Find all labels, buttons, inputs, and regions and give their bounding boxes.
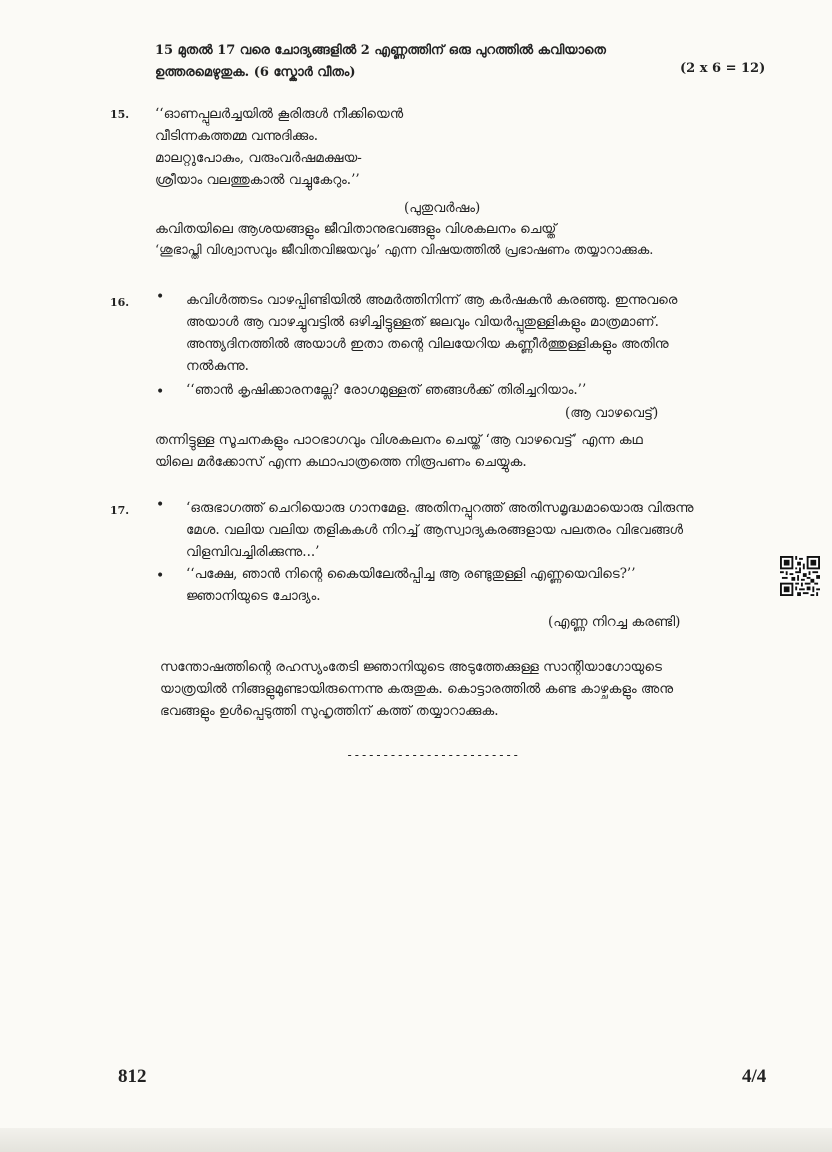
poem-line: ‘‘ഓണപ്പുലർച്ചയിൽ കൂരിരുൾ നീക്കിയെൻ	[155, 106, 404, 122]
qr-code-icon	[780, 556, 820, 596]
poem-line: വീടിന്നകത്തമ്മ വന്നുദിക്കും.	[155, 128, 319, 144]
poem-line: ശ്രീയാം വലത്തുകാൽ വച്ചുകേറും.’’	[155, 172, 360, 188]
question-16-para1	[186, 289, 776, 377]
instructions-marks: (2 x 6 = 12)	[680, 61, 766, 76]
end-divider: ------------------------	[346, 748, 520, 762]
question-15-task	[155, 218, 775, 262]
question-16-source: (ആ വാഴവെട്ട്)	[565, 405, 659, 421]
question-number-17: 17.	[110, 504, 130, 517]
para-line: വിളമ്പിവച്ചിരിക്കുന്നു...’	[186, 544, 320, 560]
question-15-poem	[155, 103, 655, 191]
question-number-15: 15.	[110, 108, 130, 121]
para-line: നൽകുന്നു.	[186, 358, 249, 374]
task-line: കവിതയിലെ ആശയങ്ങളും ജീവിതാനുഭവങ്ങളും വിശകലനം ചെയ്ത്	[155, 221, 557, 237]
instructions-line2: ഉത്തരമെഴുതുക. (6 സ്കോർ വീതം)	[155, 65, 356, 80]
question-16-quote: ‘‘ഞാൻ കൃഷിക്കാരനല്ലേ? രോഗമുള്ളത് ഞങ്ങൾക്ക് തിരിച്ചറിയാം.’’	[186, 382, 587, 398]
para-line: കവിൾത്തടം വാഴപ്പിണ്ടിയിൽ അമർത്തിനിന്ന് ആ കർഷകൻ കരഞ്ഞു. ഇന്നുവരെ	[186, 292, 678, 308]
para-line: മേശ. വലിയ വലിയ തളികകൾ നിറച്ച് ആസ്വാദ്യകരങ്ങളായ പലതരം വിഭവങ്ങൾ	[186, 522, 684, 538]
task-line: യിലെ മർക്കോസ് എന്ന കഥാപാത്രത്തെ നിരൂപണം ചെയ്യുക.	[155, 454, 527, 470]
para-line: അന്ത്യദിനത്തിൽ അയാൾ ഇതാ തന്റെ വിലയേറിയ കണ്ണീർത്തുള്ളികളും അതിനു	[186, 336, 669, 352]
para-line: ‘‘പക്ഷേ, ഞാൻ നിന്റെ കൈയിലേൽപ്പിച്ച ആ രണ്ടുതുള്ളി എണ്ണയെവിടെ?’’	[186, 566, 636, 582]
question-17-source: (എണ്ണ നിറച്ച കരണ്ടി)	[548, 614, 681, 630]
bullet: •	[156, 568, 165, 584]
task-line: ‘ശുഭാപ്തി വിശ്വാസവും ജീവിതവിജയവും’ എന്ന വിഷയത്തിൽ പ്രഭാഷണം തയ്യാറാക്കുക.	[155, 243, 654, 258]
question-17-task	[160, 656, 775, 722]
page-number: 4/4	[742, 1066, 767, 1087]
task-line: യാത്രയിൽ നിങ്ങളുമുണ്ടായിരുന്നെന്നു കരുതുക. കൊട്ടാരത്തിൽ കണ്ട കാഴ്ചകളും അനു	[160, 681, 674, 697]
instructions-line1: 15 മുതൽ 17 വരെ ചോദ്യങ്ങളിൽ 2 എണ്ണത്തിന് ഒരു പുറത്തിൽ കവിയാതെ	[155, 43, 606, 58]
bullet: •	[156, 497, 165, 513]
question-16-task	[155, 429, 775, 473]
para-line: ജ്ഞാനിയുടെ ചോദ്യം.	[186, 588, 321, 604]
task-line: തന്നിട്ടുള്ള സൂചനകളും പാഠഭാഗവും വിശകലനം ചെയ്ത് ‘ആ വാഴവെട്ട്’ എന്ന കഥ	[155, 432, 643, 448]
paper-code: 812	[118, 1066, 147, 1087]
para-line: ‘ഒരുഭാഗത്ത് ചെറിയൊരു ഗാനമേള. അതിനപ്പുറത്ത് അതിസമൃദ്ധമായൊരു വിരുന്നു	[186, 500, 694, 516]
para-line: അയാൾ ആ വാഴച്ചുവട്ടിൽ ഒഴിച്ചിട്ടുള്ളത് ജലവും വിയർപ്പുതുള്ളികളും മാത്രമാണ്.	[186, 314, 659, 330]
question-15-source: (പുതുവർഷം)	[404, 200, 481, 216]
task-line: ഭവങ്ങളും ഉൾപ്പെടുത്തി സുഹൃത്തിന് കത്ത് തയ്യാറാക്കുക.	[160, 703, 499, 719]
instructions	[155, 40, 675, 84]
question-number-16: 16.	[110, 296, 130, 309]
task-line: സന്തോഷത്തിന്റെ രഹസ്യംതേടി ജ്ഞാനിയുടെ അടുത്തേക്കുള്ള സാന്റിയാഗോയുടെ	[160, 659, 662, 675]
question-17-para1	[186, 497, 776, 563]
poem-line: മാലറ്റുപോകും, വരുംവർഷമക്ഷയ-	[155, 150, 362, 166]
question-17-para2	[186, 563, 776, 607]
bullet: •	[156, 289, 165, 305]
bullet: •	[156, 384, 165, 400]
page-bottom-edge	[0, 1128, 832, 1152]
